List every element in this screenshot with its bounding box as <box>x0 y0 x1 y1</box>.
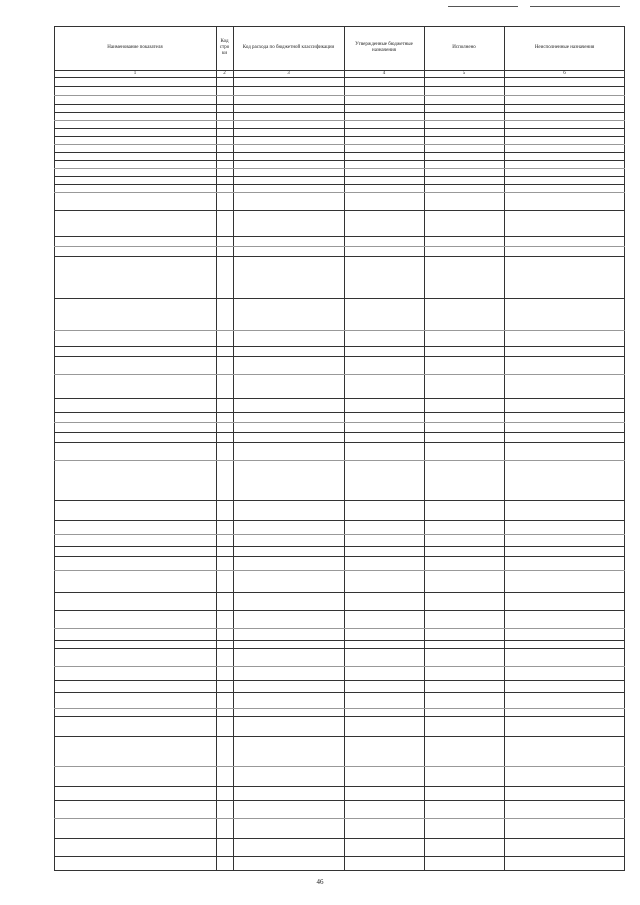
row-rule <box>54 298 625 299</box>
row-rule <box>54 246 625 247</box>
scan-artifact <box>448 6 518 7</box>
row-rule <box>54 610 625 611</box>
row-rule <box>54 520 625 521</box>
row-rule <box>54 256 625 257</box>
row-rule <box>54 168 625 169</box>
header-code: Код расхода по бюджетной классификации <box>242 45 335 50</box>
row-rule <box>54 856 625 857</box>
row-rule <box>54 680 625 681</box>
row-rule <box>54 708 625 709</box>
row-rule <box>54 640 625 641</box>
row-rule <box>54 800 625 801</box>
row-rule <box>54 398 625 399</box>
row-rule <box>54 184 625 185</box>
header-name: Наименование показателя <box>107 45 163 50</box>
row-rule <box>54 628 625 629</box>
row-rule <box>54 112 625 113</box>
row-rule <box>54 412 625 413</box>
row-rule <box>54 356 625 357</box>
column-number: 6 <box>563 71 566 76</box>
row-rule <box>54 422 625 423</box>
row-rule <box>54 374 625 375</box>
column-number: 3 <box>287 71 290 76</box>
row-rule <box>54 592 625 593</box>
row-rule <box>54 716 625 717</box>
row-rule <box>54 136 625 137</box>
row-rule <box>54 86 625 87</box>
row-rule <box>54 786 625 787</box>
row-rule <box>54 460 625 461</box>
header-rule <box>54 77 625 78</box>
header-line: Код стро ки <box>219 39 230 56</box>
row-rule <box>54 838 625 839</box>
row-rule <box>54 120 625 121</box>
row-rule <box>54 500 625 501</box>
header-unspent: Неисполненные назначения <box>534 45 595 50</box>
row-rule <box>54 692 625 693</box>
row-rule <box>54 236 625 237</box>
header-executed: Исполнено <box>452 45 476 50</box>
header-approved: Утвержденные бюджетные назначения <box>355 42 413 53</box>
row-rule <box>54 128 625 129</box>
row-rule <box>54 666 625 667</box>
row-rule <box>54 546 625 547</box>
row-rule <box>54 152 625 153</box>
row-rule <box>54 95 625 96</box>
column-number: 1 <box>133 71 137 76</box>
row-rule <box>54 144 625 145</box>
row-rule <box>54 570 625 571</box>
row-rule <box>54 818 625 819</box>
page-number: 46 <box>316 878 324 886</box>
row-rule <box>54 736 625 737</box>
row-rule <box>54 432 625 433</box>
column-number: 5 <box>462 71 466 76</box>
row-rule <box>54 210 625 211</box>
row-rule <box>54 766 625 767</box>
row-rule <box>54 648 625 649</box>
row-rule <box>54 104 625 105</box>
column-number: 2 <box>223 71 226 76</box>
row-rule <box>54 534 625 535</box>
row-rule <box>54 192 625 193</box>
row-rule <box>54 442 625 443</box>
column-number: 4 <box>382 71 386 76</box>
scan-artifact <box>530 6 620 7</box>
row-rule <box>54 556 625 557</box>
row-rule <box>54 330 625 331</box>
row-rule <box>54 160 625 161</box>
row-rule <box>54 346 625 347</box>
row-rule <box>54 176 625 177</box>
